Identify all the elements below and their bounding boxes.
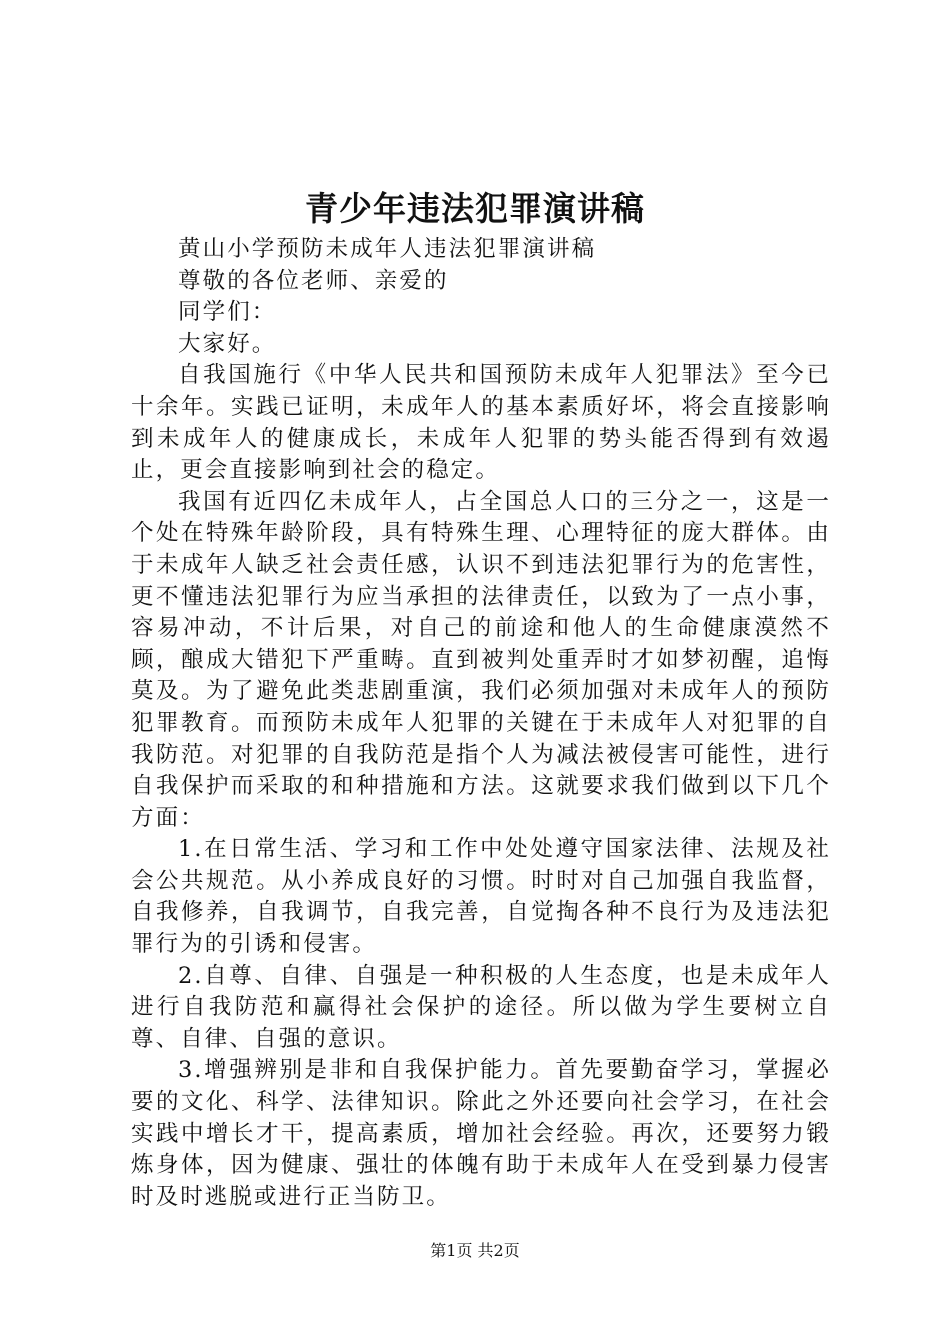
paragraph-point-1: 1.在日常生活、学习和工作中处处遵守国家法律、法规及社会公共规范。从小养成良好的习惯。时时对自己加强自我监督，自我修养，自我调节，自我完善，自觉掏各种不良行为及违法犯罪行为的引诱和侵害。 <box>131 836 831 958</box>
paragraph-salutation-cont: 同学们： <box>178 299 277 326</box>
paragraph-subtitle: 黄山小学预防未成年人违法犯罪演讲稿 <box>178 236 597 262</box>
paragraph-greeting: 大家好。 <box>178 330 277 357</box>
page-footer: 第1页 共2页 <box>430 1241 520 1260</box>
paragraph-intro: 自我国施行《中华人民共和国预防未成年人犯罪法》至今已十余年。实践已证明，未成年人的基本素质好坏，将会直接影响到未成年人的健康成长，未成年人犯罪的势头能否得到有效遏止，更会直接影响到社会的稳定。 <box>131 362 831 484</box>
paragraph-point-2: 2.自尊、自律、自强是一种积极的人生态度，也是未成年人进行自我防范和赢得社会保护的途径。所以做为学生要树立自尊、自律、自强的意识。 <box>131 962 831 1052</box>
paragraph-main: 我国有近四亿未成年人，占全国总人口的三分之一，这是一个处在特殊年龄阶段，具有特殊生理、心理特征的庞大群体。由于未成年人缺乏社会责任感，认识不到违法犯罪行为的危害性，更不懂违法犯罪行为应当承担的法律责任，以致为了一点小事，容易冲动，不计后果，对自己的前途和他人的生命健康漠然不顾，酿成大错犯下严重畴。直到被判处重弄时才如梦初醒，追悔莫及。为了避免此类悲剧重演，我们必须加强对未成年人的预防犯罪教育。而预防未成年人犯罪的关键在于未成年人对犯罪的自我防范。对犯罪的自我防范是指个人为减法被侵害可能性，进行自我保护而采取的和种措施和方法。这就要求我们做到以下几个方面： <box>131 488 831 831</box>
document-body <box>131 234 831 1213</box>
paragraph-point-3: 3.增强辨别是非和自我保护能力。首先要勤奋学习，掌握必要的文化、科学、法律知识。除此之外还要向社会学习，在社会实践中增长才干，提高素质，增加社会经验。再次，还要努力锻炼身体，因为健康、强壮的体魄有助于未成年人在受到暴力侵害时及时逃脱或进行正当防卫。 <box>131 1057 831 1210</box>
paragraph-salutation: 尊敬的各位老师、亲爱的 <box>178 267 449 294</box>
document-title: 青少年违法犯罪演讲稿 <box>305 189 645 228</box>
